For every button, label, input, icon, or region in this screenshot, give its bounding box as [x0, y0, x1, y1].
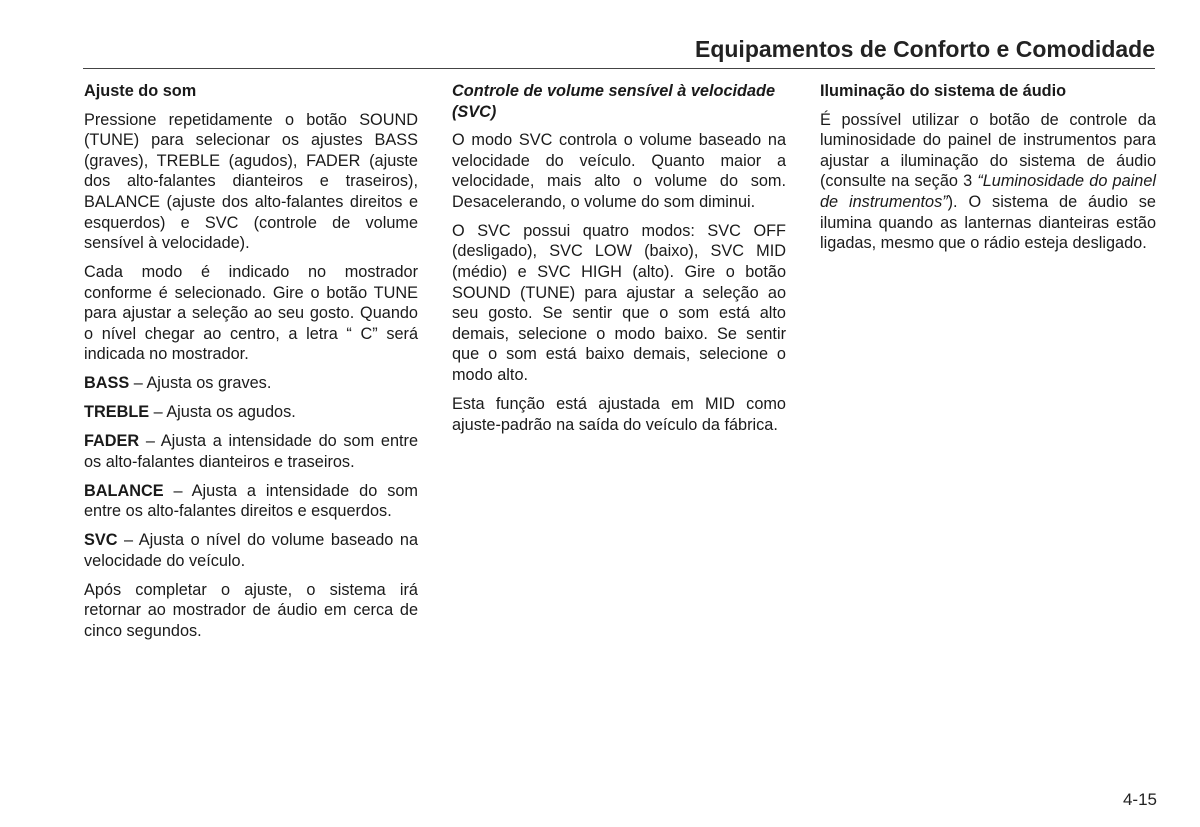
paragraph	[820, 110, 1156, 254]
paragraph: Cada modo é indicado no mostrador conforme é selecionado. Gire o botão TUNE para ajustar a seleção ao seu gosto. Quando o nível chegar ao centro, a letra “ C” será indicada no mostrador.	[84, 263, 418, 364]
paragraph: Pressione repetidamente o botão SOUND (TUNE) para selecionar os ajustes BASS (graves), TREBLE (agudos), FADER (ajuste dos alto-falantes dianteiros e traseiros), BALANCE (ajuste dos alto-falantes direitos e esquerdos) e SVC (controle de volume sensível à velocidade).	[84, 110, 418, 253]
definition: – Ajusta a intensidade do som entre os alto-falantes direitos e esquerdos.	[84, 481, 418, 521]
paragraph: O SVC possui quatro modos: SVC OFF (desligado), SVC LOW (baixo), SVC MID (médio) e SVC HIGH (alto). Gire o botão SOUND (TUNE) para ajustar a seleção ao seu gosto. Se sentir que o som está alto demais, selecione o modo baixo. Se sentir que o som está baixo demais, selecione o modo alto.	[452, 221, 786, 385]
term: BASS	[84, 374, 130, 393]
page-header-title: Equipamentos de Conforto e Comodidade	[694, 36, 1155, 62]
definition-item-treble	[84, 402, 418, 423]
column-right	[820, 81, 1156, 262]
term: TREBLE	[84, 403, 150, 422]
text: ). O sistema de áudio se ilumina quando as lanternas dianteiras estão ligadas, mesmo que o rádio esteja desligado.	[820, 192, 1156, 253]
definition-item-balance	[84, 481, 418, 522]
definition-item-svc	[84, 530, 418, 571]
section-heading-sound-adjust: Ajuste do som	[84, 82, 197, 100]
column-middle	[452, 81, 786, 443]
page-number: 4-15	[1122, 790, 1157, 809]
definition: – Ajusta os agudos.	[149, 403, 296, 422]
definition: – Ajusta o nível do volume baseado na velocidade do veículo.	[84, 531, 418, 570]
definition: – Ajusta a intensidade do som entre os alto-falantes dianteiros e traseiros.	[84, 432, 418, 471]
definition-item-bass	[84, 373, 418, 394]
section-heading-svc: Controle de volume sensível à velocidade (SVC)	[452, 82, 776, 121]
term: SVC	[84, 531, 118, 550]
paragraph: O modo SVC controla o volume baseado na velocidade do veículo. Quanto maior a velocidade, mais alto o volume do som. Desacelerando, o volume do som diminui.	[452, 131, 786, 211]
column-left	[84, 81, 418, 650]
term: BALANCE	[84, 481, 164, 500]
text: É possível utilizar o botão de controle da luminosidade do painel de instrumentos para ajustar a iluminação do sistema de áudio (consulte na seção 3	[820, 110, 1156, 191]
section-heading-audio-lighting: Iluminação do sistema de áudio	[820, 82, 1067, 100]
paragraph: Esta função está ajustada em MID como ajuste-padrão na saída do veículo da fábrica.	[452, 394, 786, 434]
header-divider	[83, 68, 1155, 69]
cross-reference: “Luminosidade do painel de instrumentos”	[820, 172, 1156, 211]
term: FADER	[84, 432, 140, 451]
definition: – Ajusta os graves.	[129, 374, 272, 393]
definition-item-fader	[84, 431, 418, 472]
paragraph: Após completar o ajuste, o sistema irá retornar ao mostrador de áudio em cerca de cinco segundos.	[84, 580, 418, 640]
